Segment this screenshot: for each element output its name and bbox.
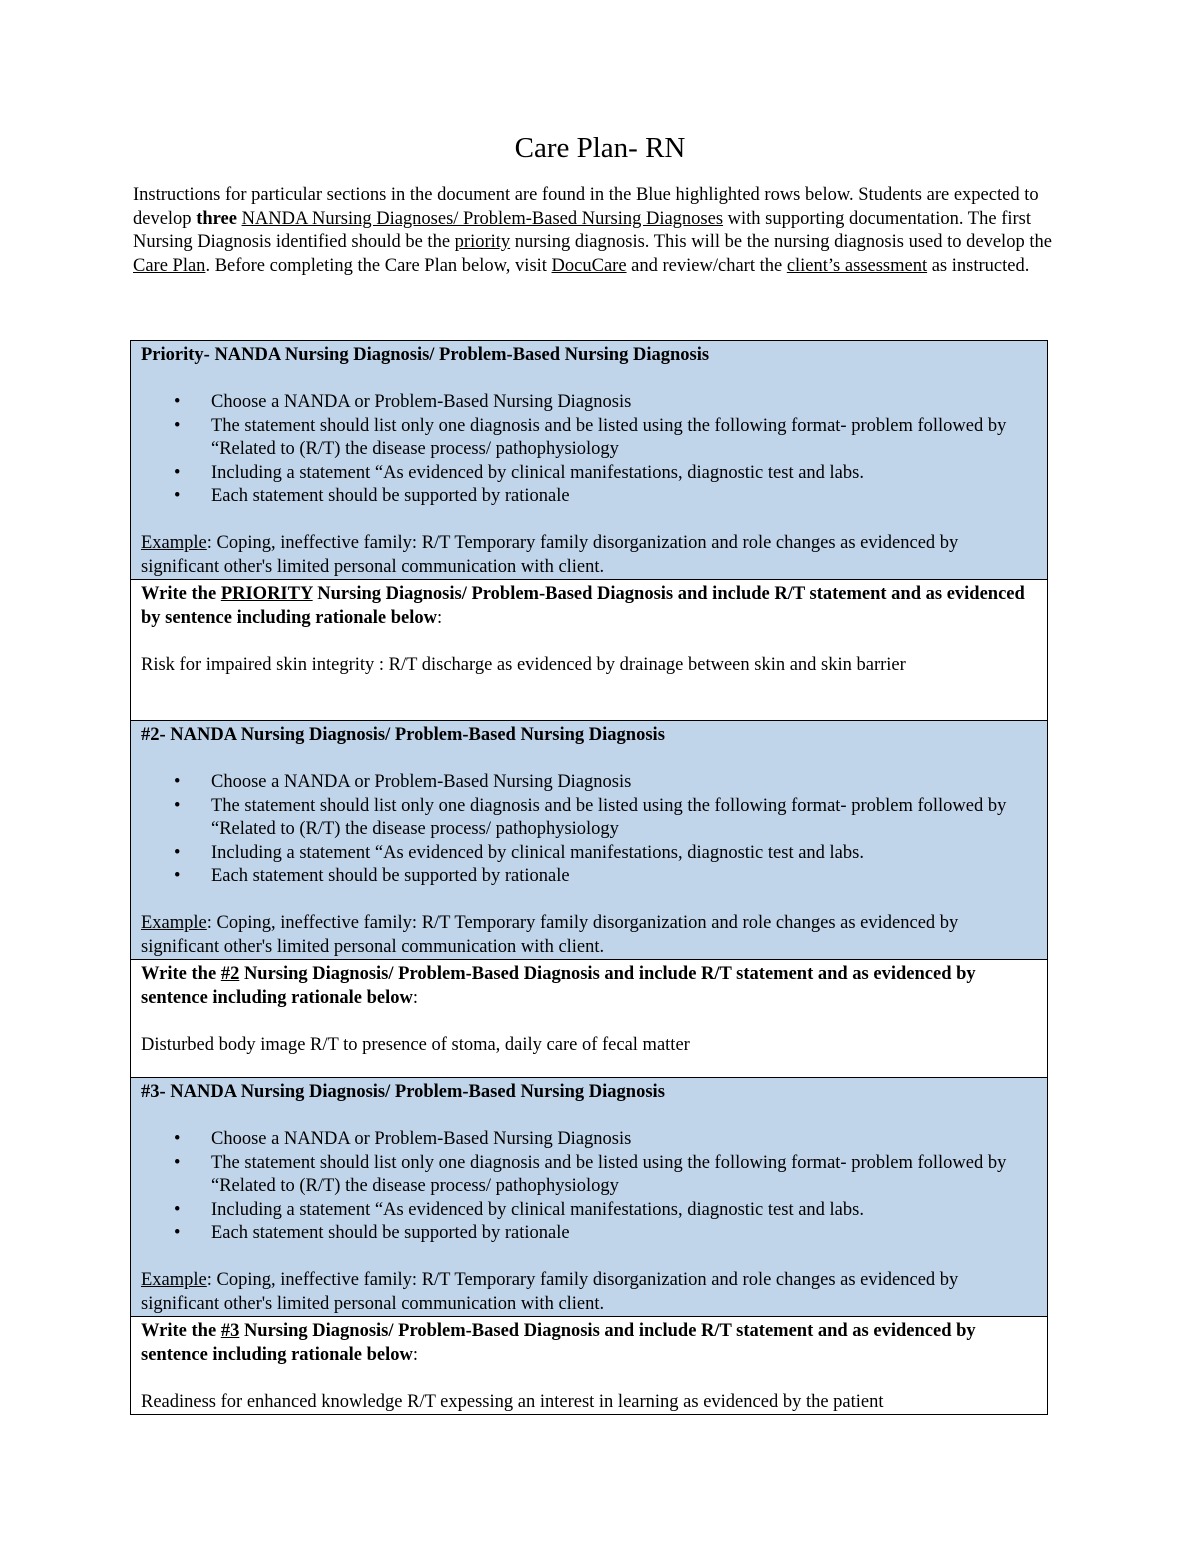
write-emphasis: #3 xyxy=(220,1321,240,1341)
intro-text-5: and review/chart the xyxy=(626,255,787,276)
answer-cell-3[interactable] xyxy=(131,1317,1048,1415)
list-item: • The statement should list only one diagnosis and be listed using the following format- problem followed by “Related to (R/T) the disease process/ pathophysiology xyxy=(211,1152,1037,1199)
list-item: • Each statement should be supported by rationale xyxy=(211,865,1037,889)
instructions-paragraph xyxy=(133,184,1053,278)
example-label: Example xyxy=(141,1270,207,1290)
intro-text-6: as instructed. xyxy=(927,255,1030,276)
table-row-2-answer xyxy=(131,960,1048,1078)
example-body: : Coping, ineffective family: R/T Temporary family disorganization and role changes as evidenced by significant other's limited personal communication with client. xyxy=(141,913,959,957)
table-row-priority-instructions xyxy=(131,341,1048,580)
write-emphasis: #2 xyxy=(220,964,240,984)
example-text xyxy=(141,912,1037,959)
list-item: • The statement should list only one diagnosis and be listed using the following format- problem followed by “Related to (R/T) the disease process/ pathophysiology xyxy=(211,415,1037,462)
instructions-cell-priority xyxy=(131,341,1048,580)
instruction-list xyxy=(141,391,1037,509)
table-row-3-answer xyxy=(131,1317,1048,1415)
write-colon: : xyxy=(412,987,418,1008)
list-item: • Each statement should be supported by rationale xyxy=(211,485,1037,509)
example-label: Example xyxy=(141,533,207,553)
example-label: Example xyxy=(141,913,207,933)
intro-link-assessment: client’s assessment xyxy=(786,255,928,276)
list-item: • The statement should list only one diagnosis and be listed using the following format- problem followed by “Related to (R/T) the disease process/ pathophysiology xyxy=(211,795,1037,842)
write-instruction xyxy=(141,963,1037,1010)
intro-link-nanda: NANDA Nursing Diagnoses/ Problem-Based Nursing Diagnoses xyxy=(241,208,724,229)
write-suffix: Nursing Diagnosis/ Problem-Based Diagnosis and include R/T statement and as evidenced by sentence including rationale below xyxy=(141,964,976,1008)
section-heading: #3- NANDA Nursing Diagnosis/ Problem-Based Nursing Diagnosis xyxy=(141,1082,665,1102)
list-item: • Choose a NANDA or Problem-Based Nursing Diagnosis xyxy=(211,391,1037,415)
intro-text-1: Instructions for particular sections in the document are found in the Blue highlighted rows below. Students are expected to develop xyxy=(133,185,1039,229)
answer-cell-priority[interactable] xyxy=(131,580,1048,721)
write-suffix: Nursing Diagnosis/ Problem-Based Diagnosis and include R/T statement and as evidenced by sentence including rationale below xyxy=(141,1321,976,1365)
list-item: • Including a statement “As evidenced by clinical manifestations, diagnostic test and labs. xyxy=(211,1199,1037,1223)
instruction-list xyxy=(141,771,1037,889)
intro-link-docucare: DocuCare xyxy=(551,255,627,276)
write-suffix: Nursing Diagnosis/ Problem-Based Diagnosis and include R/T statement and as evidenced by sentence including rationale below xyxy=(141,584,1025,628)
table-row-priority-answer xyxy=(131,580,1048,721)
instructions-cell-3 xyxy=(131,1078,1048,1317)
intro-text-2: with supporting documentation. The first Nursing Diagnosis identified should be the xyxy=(133,208,1031,252)
instruction-list xyxy=(141,1128,1037,1246)
write-instruction xyxy=(141,1320,1037,1367)
intro-link-priority: priority xyxy=(454,232,511,252)
diagnosis-answer: Disturbed body image R/T to presence of stoma, daily care of fecal matter xyxy=(141,1034,690,1055)
list-item: • Choose a NANDA or Problem-Based Nursing Diagnosis xyxy=(211,771,1037,795)
list-item: • Each statement should be supported by rationale xyxy=(211,1222,1037,1246)
write-emphasis: PRIORITY xyxy=(220,584,313,604)
intro-text-3: nursing diagnosis. This will be the nursing diagnosis used to develop the xyxy=(510,232,1052,252)
intro-text-4: . Before completing the Care Plan below, visit xyxy=(205,255,552,276)
write-colon: : xyxy=(437,607,443,628)
write-prefix: Write the xyxy=(141,964,221,984)
diagnosis-answer: Readiness for enhanced knowledge R/T expessing an interest in learning as evidenced by the patient xyxy=(141,1391,884,1412)
write-colon: : xyxy=(412,1344,418,1365)
list-item: • Choose a NANDA or Problem-Based Nursing Diagnosis xyxy=(211,1128,1037,1152)
write-prefix: Write the xyxy=(141,584,221,604)
table-row-3-instructions xyxy=(131,1078,1048,1317)
diagnosis-answer: Risk for impaired skin integrity : R/T discharge as evidenced by drainage between skin and skin barrier xyxy=(141,654,906,675)
table-row-2-instructions xyxy=(131,721,1048,960)
example-text xyxy=(141,532,1037,579)
intro-link-care-plan: Care Plan xyxy=(133,255,206,276)
example-body: : Coping, ineffective family: R/T Temporary family disorganization and role changes as evidenced by significant other's limited personal communication with client. xyxy=(141,1270,959,1314)
list-item: • Including a statement “As evidenced by clinical manifestations, diagnostic test and labs. xyxy=(211,462,1037,486)
example-text xyxy=(141,1269,1037,1316)
section-heading: #2- NANDA Nursing Diagnosis/ Problem-Based Nursing Diagnosis xyxy=(141,725,665,745)
section-heading: Priority- NANDA Nursing Diagnosis/ Problem-Based Nursing Diagnosis xyxy=(141,345,710,365)
example-body: : Coping, ineffective family: R/T Temporary family disorganization and role changes as evidenced by significant other's limited personal communication with client. xyxy=(141,533,959,577)
care-plan-table xyxy=(130,340,1048,1415)
answer-cell-2[interactable] xyxy=(131,960,1048,1078)
write-prefix: Write the xyxy=(141,1321,221,1341)
instructions-cell-2 xyxy=(131,721,1048,960)
page-title: Care Plan- RN xyxy=(514,132,686,164)
write-instruction xyxy=(141,583,1037,630)
list-item: • Including a statement “As evidenced by clinical manifestations, diagnostic test and labs. xyxy=(211,842,1037,866)
intro-bold-three: three xyxy=(196,208,237,229)
